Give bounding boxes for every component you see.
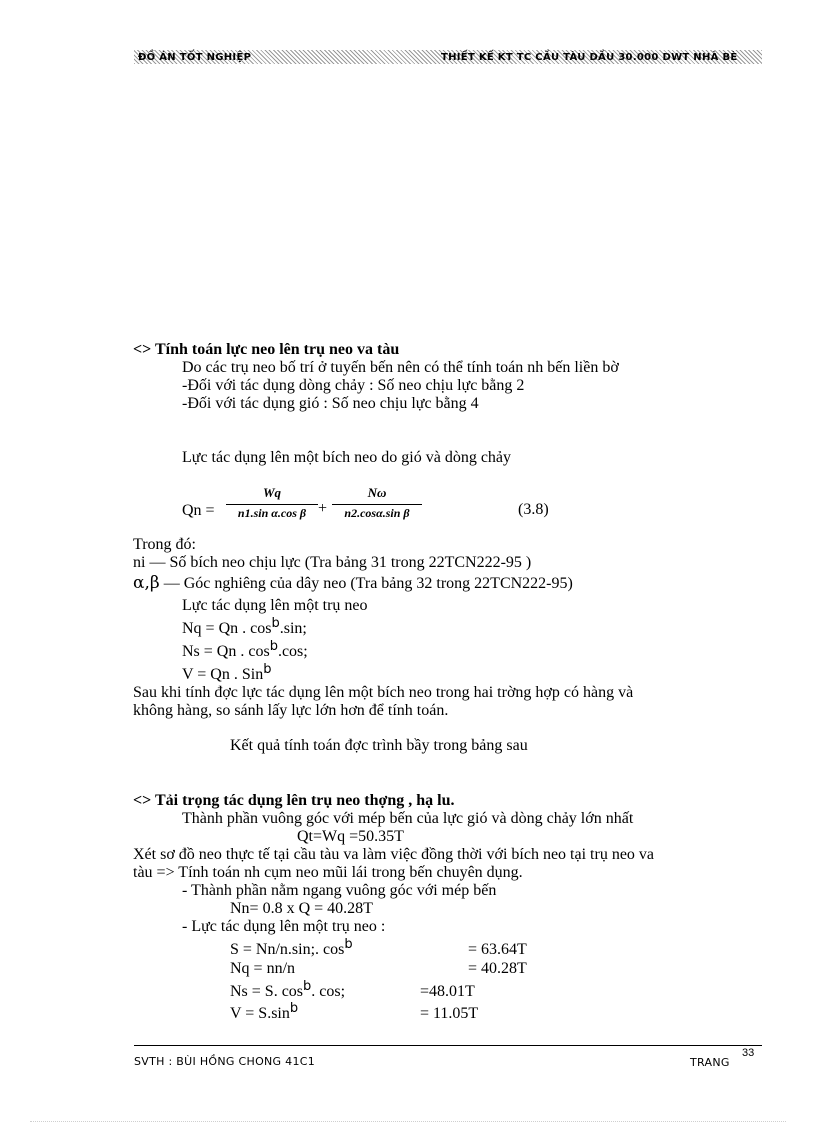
section2-line: Xét sơ đồ neo thực tế tại cầu tàu va làm việc đồng thời với bích neo tại trụ neo va — [133, 846, 655, 863]
footer-left: SVTH : BÙI HỒNG CHONG 41C1 — [134, 1055, 316, 1068]
formula-plus: + — [318, 500, 328, 517]
n-definition: ni — Số bích neo chịu lực (Tra bảng 31 trong 22TCN222-95 ) — [133, 554, 532, 571]
s-formula — [230, 937, 353, 960]
s-text: S = Nn/n.sin;. cos — [230, 941, 345, 958]
nq-formula-2: Nq = nn/n — [230, 960, 296, 977]
fraction-1-numerator: Wq — [262, 485, 282, 500]
result-line: Kết quả tính toán đợc trình bầy trong bảng sau — [230, 737, 528, 754]
s-value: = 63.64T — [468, 941, 527, 958]
footer-page-number: 33 — [742, 1047, 755, 1059]
v-value: = 11.05T — [420, 1005, 479, 1022]
section1-line: -Đối với tác dụng gió : Số neo chịu lực bằng 4 — [182, 395, 479, 412]
ns-value: =48.01T — [420, 983, 475, 1000]
fraction-1-denominator: n1.sin α.cos β — [237, 506, 307, 520]
formula-lhs: Qn = — [182, 502, 215, 519]
beta-sup: b — [271, 616, 280, 631]
formula-fraction-2 — [332, 485, 422, 521]
nq-formula — [182, 616, 307, 639]
paragraph-line: Sau khi tính đợc lực tác dụng lên một bích neo trong hai trờng hợp có hàng và — [133, 684, 634, 701]
v-formula-2 — [230, 1001, 299, 1024]
v-text: V = Qn . Sin — [182, 666, 264, 683]
header-left: ĐỒ ÁN TỐT NGHIỆP — [138, 52, 252, 63]
force-post-line: Lực tác dụng lên một trụ neo — [182, 597, 368, 614]
ns-text: Ns = Qn . cos — [182, 643, 270, 660]
footer-rule — [134, 1045, 762, 1046]
section2-line: Nn= 0.8 x Q = 40.28T — [230, 900, 373, 917]
header-right: THIẾT KẾ KT TC CẦU TÀU DẦU 30.000 DWT NHÀ BÈ — [441, 52, 738, 63]
ns-text: Ns = S. cos — [230, 983, 304, 1000]
fraction-2-numerator: Nω — [367, 485, 387, 500]
section1-heading: <> Tính toán lực neo lên trụ neo va tàu — [133, 341, 400, 358]
ns-formula-2 — [230, 979, 346, 1002]
beta-sup: b — [303, 979, 312, 994]
page-bottom-edge — [30, 1121, 786, 1122]
section1-line: Do các trụ neo bố trí ở tuyến bến nên có thể tính toán nh bến liền bờ — [182, 359, 619, 376]
section2-line: - Thành phần nằm ngang vuông góc với mép bến — [182, 882, 497, 899]
v-text: V = S.sin — [230, 1005, 290, 1022]
v-formula — [182, 662, 272, 685]
angle-definition — [133, 574, 573, 593]
beta-sup: b — [344, 937, 353, 952]
section2-line: Thành phần vuông góc với mép bến của lực gió và dòng chảy lớn nhất — [182, 810, 634, 827]
section2-line: - Lực tác dụng lên một trụ neo : — [182, 918, 386, 935]
ns-tail: . cos; — [311, 983, 346, 1000]
footer-page-label: TRANG — [690, 1056, 730, 1069]
nq-tail: .sin; — [279, 620, 307, 637]
angle-text: — Góc nghiêng của dây neo (Tra bảng 32 trong 22TCN222-95) — [163, 575, 573, 592]
beta-sup: b — [263, 662, 272, 677]
beta-sup: b — [289, 1001, 299, 1016]
angle-symbol: α,β — [133, 573, 160, 593]
section1-line: -Đối với tác dụng dòng chảy : Số neo chịu lực bằng 2 — [182, 377, 525, 394]
force-line: Lực tác dụng lên một bích neo do gió và dòng chảy — [182, 449, 512, 466]
formula-reference: (3.8) — [518, 501, 549, 518]
nq-text: Nq = Qn . cos — [182, 620, 272, 637]
fraction-2-denominator: n2.cosα.sin β — [344, 506, 410, 520]
section2-line: Qt=Wq =50.35T — [297, 828, 404, 845]
where-label: Trong đó: — [133, 536, 196, 553]
ns-formula — [182, 639, 308, 662]
nq-value: = 40.28T — [468, 960, 527, 977]
paragraph-line: không hàng, so sánh lấy lực lớn hơn để tính toán. — [133, 702, 449, 719]
formula-fraction-1 — [226, 485, 318, 521]
section2-line: tàu => Tính toán nh cụm neo mũi lái trong bến chuyên dụng. — [133, 864, 523, 881]
section2-heading: <> Tải trọng tác dụng lên trụ neo thợng , hạ lu. — [133, 792, 455, 809]
beta-sup: b — [269, 639, 278, 654]
ns-tail: .cos; — [277, 643, 308, 660]
